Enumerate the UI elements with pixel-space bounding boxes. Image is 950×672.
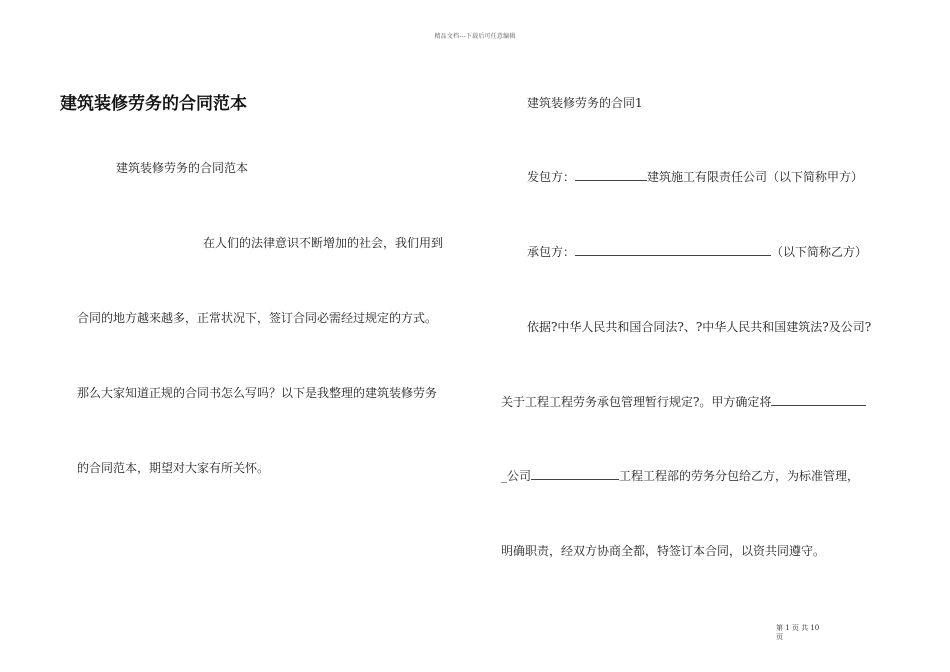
party-b-blank: [575, 244, 771, 256]
intro-line-4: 的合同范本，期望对大家有所关怀。: [77, 461, 270, 475]
intro-line-2: 合同的地方越来越多，正常状况下，签订合同必需经过规定的方式。: [77, 311, 438, 325]
contract-heading: 建筑装修劳务的合同1: [527, 96, 643, 110]
party-a-blank: [575, 169, 647, 181]
subtitle: 建筑装修劳务的合同范本: [116, 161, 249, 175]
page-footer: [776, 624, 819, 642]
intro-line-1: 在人们的法律意识不断增加的社会，我们用到: [203, 236, 444, 250]
party-a-label: 发包方：: [527, 170, 576, 184]
assign-prefix: _公司: [501, 469, 532, 483]
party-a-line: [527, 169, 863, 185]
party-b-label: 承包方：: [527, 245, 576, 259]
assign-suffix: 工程工程部的劳务分包给乙方，为标准管理，: [619, 469, 860, 483]
party-a-suffix: 建筑施工有限责任公司（以下简称甲方）: [647, 170, 864, 184]
basis-line-2: [501, 394, 866, 410]
basis-line-2-text: 关于工程工程劳务承包管理暂行规定?。甲方确定将: [501, 395, 772, 409]
assign-line: [501, 468, 859, 484]
company-blank: [531, 468, 619, 480]
party-b-suffix: （以下简称乙方）: [771, 245, 868, 259]
party-b-line: [527, 244, 867, 260]
closing-line: 明确职责，经双方协商全都，特签订本合同，以资共同遵守。: [501, 544, 826, 558]
project-blank: [771, 394, 866, 406]
page-number: 第 1 页 共 10: [776, 624, 820, 632]
page-unit: 页: [776, 633, 783, 641]
document-title: 建筑装修劳务的合同范本: [60, 94, 247, 114]
header-note: 精品文档---下载后可任意编辑: [434, 33, 516, 40]
intro-line-3: 那么大家知道正规的合同书怎么写吗？以下是我整理的建筑装修劳务: [77, 386, 438, 400]
basis-line-1: 依据?中华人民共和国合同法?、?中华人民共和国建筑法?及公司?: [527, 320, 872, 334]
